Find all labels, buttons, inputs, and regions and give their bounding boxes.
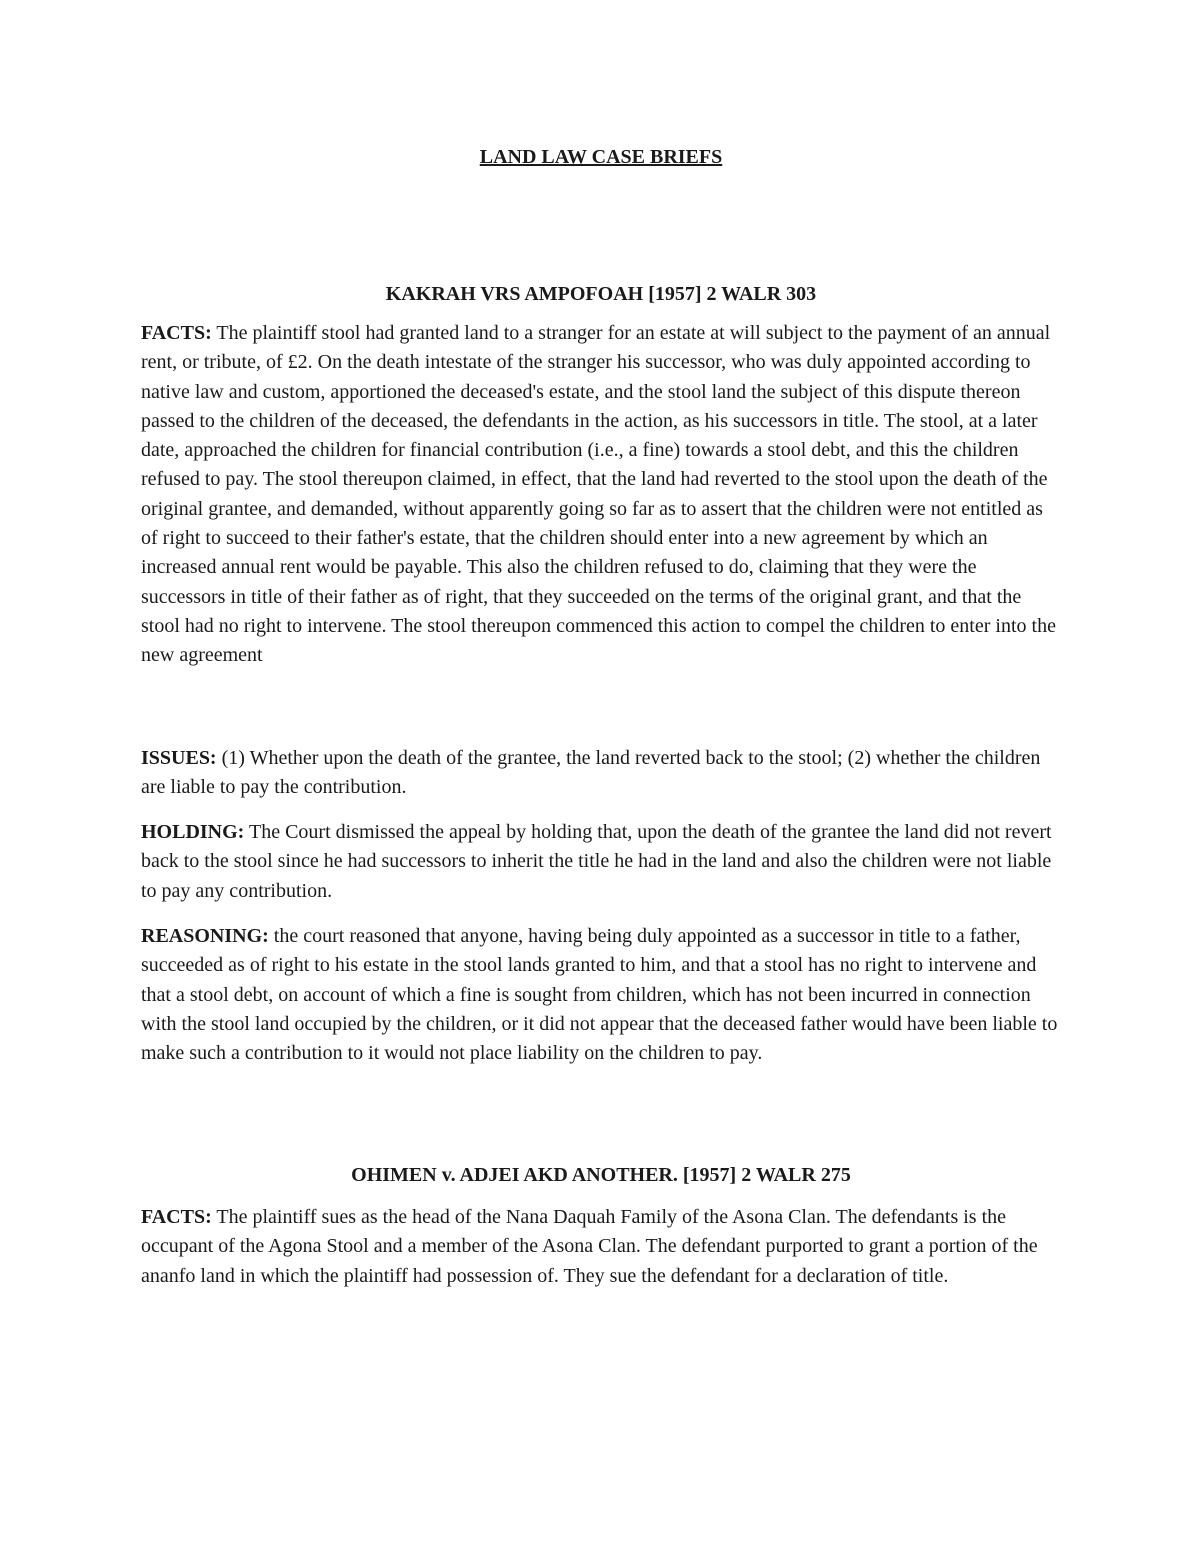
facts-text: The plaintiff stool had granted land to a stranger for an estate at will subject to the payment of an annual rent, or tribute, of £2. On the death intestate of the stranger his successor, who was duly appointed according to native law and custom, apportioned the deceased's estate, and the stool land the subject of this dispute thereon passed to the children of the deceased, the defendants in the action, as his successors in title. The stool, at a later date, approached the children for financial contribution (i.e., a fine) towards a stool debt, and this the children refused to pay. The stool thereupon claimed, in effect, that the land had reverted to the stool upon the death of the original grantee, and demanded, without apparently going so far as to assert that the children were not entitled as of right to succeed to their father's estate, that the children should enter into a new agreement by which an increased annual rent would be payable. This also the children refused to do, claiming that they were the successors in title of their father as of right, that they succeeded on the terms of the original grant, and that the stool had no right to intervene. The stool thereupon commenced this action to compel the children to enter into the new agreement [141, 322, 1056, 667]
case-heading: OHIMEN v. ADJEI AKD ANOTHER. [1957] 2 WALR 275 [351, 1164, 851, 1186]
reasoning-paragraph [141, 922, 1061, 1068]
holding-text: The Court dismissed the appeal by holding that, upon the death of the grantee the land did not revert back to the stool since he had successors to inherit the title he had in the land and also the children were not liable to pay any contribution. [141, 821, 1052, 902]
facts-text: The plaintiff sues as the head of the Nana Daquah Family of the Asona Clan. The defendants is the occupant of the Agona Stool and a member of the Asona Clan. The defendant purported to grant a portion of the ananfo land in which the plaintiff had possession of. They sue the defendant for a declaration of title. [141, 1206, 1038, 1287]
issues-text: (1) Whether upon the death of the grantee, the land reverted back to the stool; (2) whether the children are liable to pay the contribution. [141, 747, 1041, 799]
issues-paragraph [141, 744, 1061, 803]
document-title: LAND LAW CASE BRIEFS [479, 146, 723, 168]
case-heading: KAKRAH VRS AMPOFOAH [1957] 2 WALR 303 [385, 283, 817, 305]
facts-paragraph [141, 319, 1061, 671]
holding-paragraph [141, 818, 1061, 906]
issues-label: ISSUES: [141, 747, 217, 769]
facts-paragraph [141, 1203, 1061, 1291]
facts-label: FACTS: [141, 322, 212, 344]
reasoning-label: REASONING: [141, 925, 269, 947]
reasoning-text: the court reasoned that anyone, having being duly appointed as a successor in title to a father, succeeded as of right to his estate in the stool lands granted to him, and that a stool has no right to intervene and that a stool debt, on account of which a fine is sought from children, which has not been incurred in connection with the stool land occupied by the children, or it did not appear that the deceased father would have been liable to make such a contribution to it would not place liability on the children to pay. [141, 925, 1058, 1065]
holding-label: HOLDING: [141, 821, 245, 843]
facts-label: FACTS: [141, 1206, 212, 1228]
